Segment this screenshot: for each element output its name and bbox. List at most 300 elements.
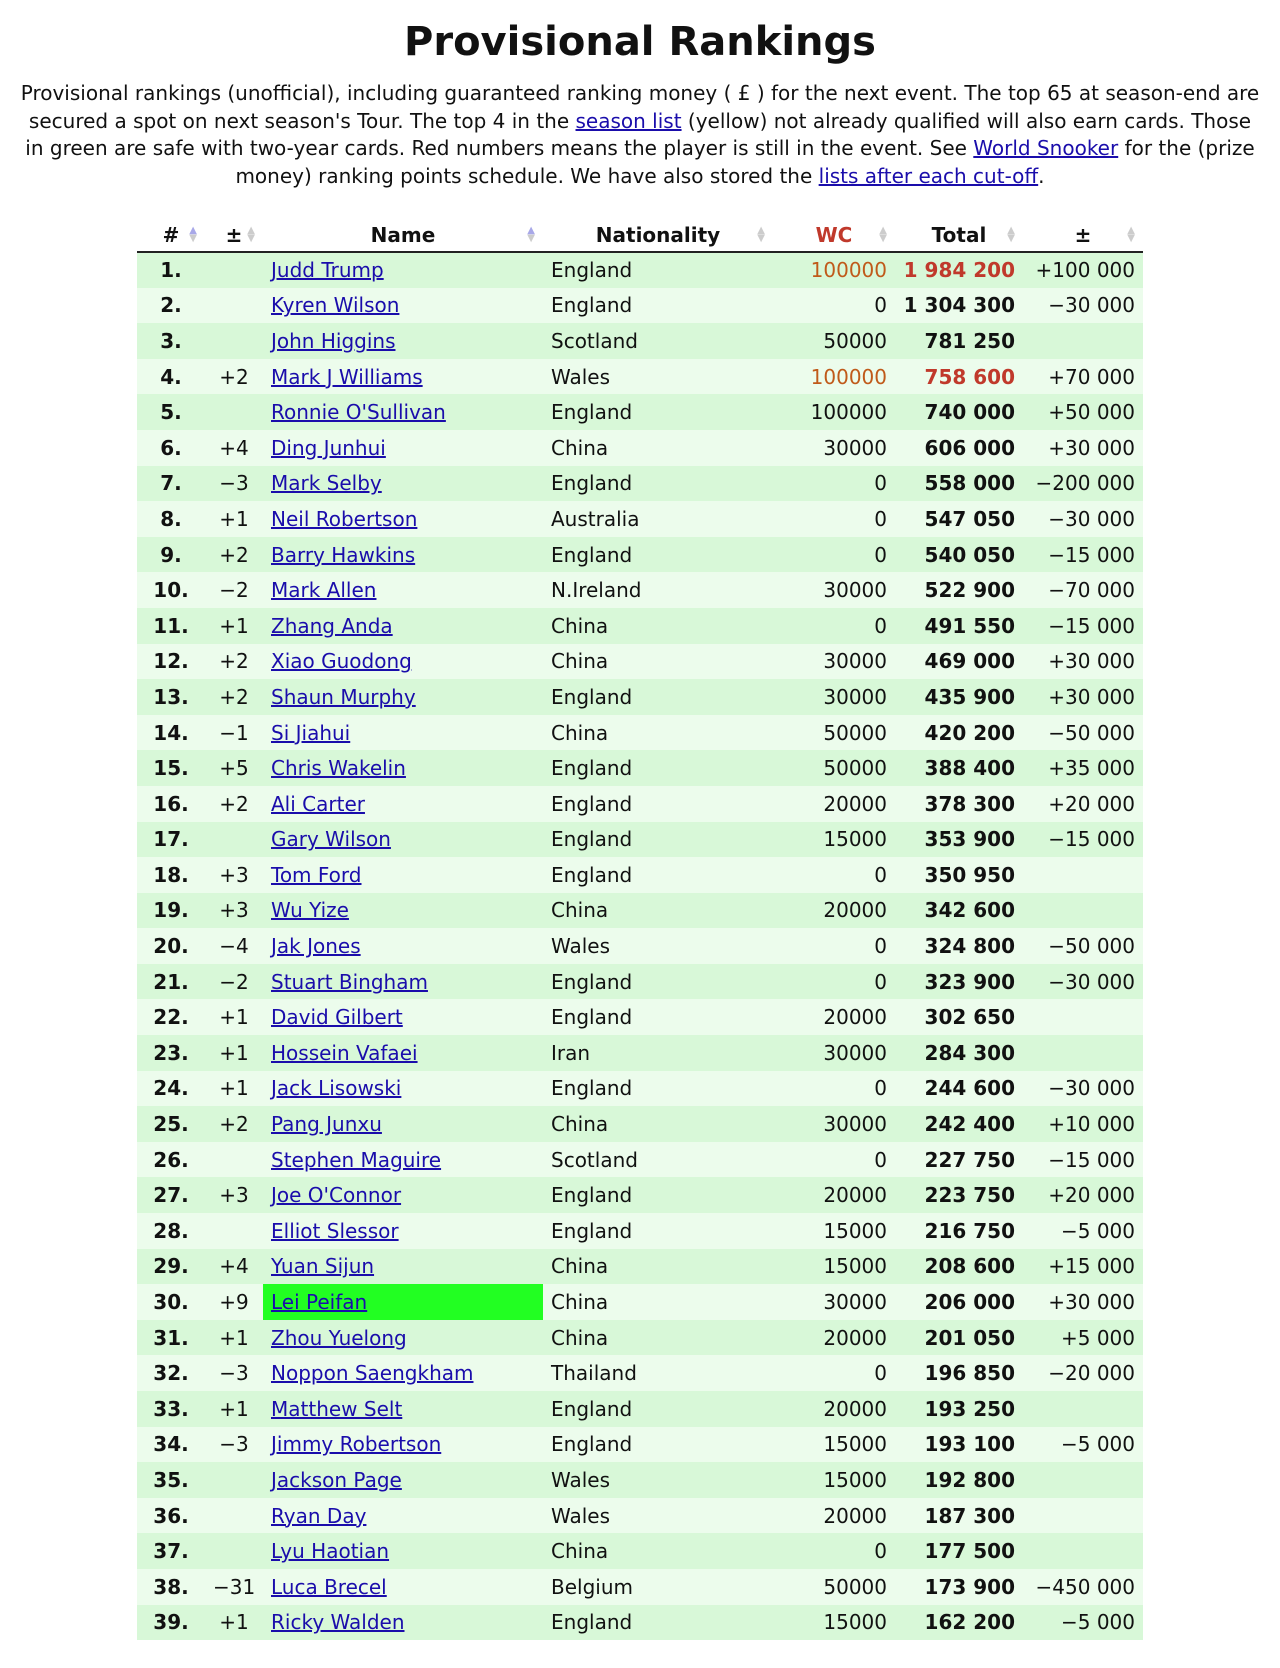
player-link[interactable]: Luca Brecel — [271, 1574, 387, 1599]
wc-cell: 15000 — [773, 1462, 895, 1498]
rank-cell: 13. — [137, 679, 205, 715]
player-link[interactable]: Stuart Bingham — [271, 969, 428, 994]
change-cell: +1 — [205, 501, 263, 537]
name-cell — [263, 394, 543, 430]
header-change-label: ± — [225, 222, 243, 247]
nationality-cell: England — [543, 288, 773, 324]
rank-cell: 39. — [137, 1605, 205, 1641]
player-link[interactable]: Ding Junhui — [271, 435, 386, 460]
total-cell: 284 300 — [895, 1035, 1023, 1071]
wc-cell: 30000 — [773, 644, 895, 680]
sort-arrows-icon: ▲ ▼ — [527, 225, 535, 244]
table-row — [137, 1391, 1143, 1427]
wc-cell: 100000 — [773, 394, 895, 430]
nationality-cell: Australia — [543, 501, 773, 537]
change-cell: +1 — [205, 1071, 263, 1107]
intro-text — [20, 80, 1260, 190]
delta-cell: +35 000 — [1023, 750, 1143, 786]
total-cell: 227 750 — [895, 1142, 1023, 1178]
name-cell — [263, 644, 543, 680]
delta-cell: −30 000 — [1023, 964, 1143, 1000]
change-cell — [205, 323, 263, 359]
sort-arrows-icon: ▲ ▼ — [757, 225, 765, 244]
change-cell: +4 — [205, 430, 263, 466]
header-rank-label: # — [162, 222, 180, 247]
player-link[interactable]: Mark J Williams — [271, 364, 423, 389]
total-cell: 192 800 — [895, 1462, 1023, 1498]
total-cell: 193 250 — [895, 1391, 1023, 1427]
delta-cell: −450 000 — [1023, 1569, 1143, 1605]
player-link[interactable]: Jackson Page — [271, 1467, 402, 1492]
table-row — [137, 715, 1143, 751]
total-cell: 420 200 — [895, 715, 1023, 751]
wc-cell: 20000 — [773, 1320, 895, 1356]
total-cell: 522 900 — [895, 572, 1023, 608]
table-row — [137, 822, 1143, 858]
wc-cell: 20000 — [773, 893, 895, 929]
player-link[interactable]: Ricky Walden — [271, 1610, 405, 1635]
rank-cell: 1. — [137, 252, 205, 288]
rank-cell: 29. — [137, 1249, 205, 1285]
delta-cell: +30 000 — [1023, 679, 1143, 715]
name-cell — [263, 715, 543, 751]
name-cell — [263, 857, 543, 893]
change-cell: +5 — [205, 750, 263, 786]
player-link[interactable]: Lei Peifan — [271, 1290, 368, 1315]
player-link[interactable]: John Higgins — [271, 328, 396, 353]
nationality-cell: China — [543, 1106, 773, 1142]
nationality-cell: China — [543, 608, 773, 644]
table-row — [137, 644, 1143, 680]
rank-cell: 21. — [137, 964, 205, 1000]
nationality-cell: Wales — [543, 928, 773, 964]
name-cell — [263, 1605, 543, 1641]
change-cell: +2 — [205, 786, 263, 822]
table-row — [137, 964, 1143, 1000]
delta-cell: +30 000 — [1023, 430, 1143, 466]
name-cell — [263, 1213, 543, 1249]
nationality-cell: England — [543, 679, 773, 715]
change-cell: −3 — [205, 1427, 263, 1463]
name-cell — [263, 1142, 543, 1178]
player-link[interactable]: Judd Trump — [271, 258, 384, 283]
wc-cell: 30000 — [773, 1284, 895, 1320]
nationality-cell: Scotland — [543, 1142, 773, 1178]
wc-cell: 0 — [773, 1071, 895, 1107]
nationality-cell: England — [543, 750, 773, 786]
player-link[interactable]: Yuan Sijun — [271, 1254, 375, 1279]
rank-cell: 10. — [137, 572, 205, 608]
delta-cell — [1023, 323, 1143, 359]
wc-cell: 15000 — [773, 1605, 895, 1641]
name-cell — [263, 1498, 543, 1534]
delta-cell: +15 000 — [1023, 1249, 1143, 1285]
table-row — [137, 1177, 1143, 1213]
player-link[interactable]: Chris Wakelin — [271, 756, 406, 781]
player-link[interactable]: Mark Allen — [271, 578, 377, 603]
change-cell: +2 — [205, 359, 263, 395]
nationality-cell: England — [543, 822, 773, 858]
table-row — [137, 394, 1143, 430]
page-title: Provisional Rankings — [404, 19, 876, 65]
delta-cell: −15 000 — [1023, 537, 1143, 573]
change-cell — [205, 252, 263, 288]
delta-cell: +30 000 — [1023, 1284, 1143, 1320]
rank-cell: 5. — [137, 394, 205, 430]
rank-cell: 18. — [137, 857, 205, 893]
rank-cell: 26. — [137, 1142, 205, 1178]
header-name[interactable] — [263, 218, 543, 252]
rank-cell: 20. — [137, 928, 205, 964]
name-cell — [263, 501, 543, 537]
wc-cell: 50000 — [773, 323, 895, 359]
wc-cell: 0 — [773, 537, 895, 573]
header-total[interactable] — [895, 218, 1023, 252]
change-cell: −1 — [205, 715, 263, 751]
name-cell — [263, 1355, 543, 1391]
change-cell: +1 — [205, 608, 263, 644]
wc-cell: 15000 — [773, 822, 895, 858]
table-row — [137, 608, 1143, 644]
rank-cell: 11. — [137, 608, 205, 644]
rank-cell: 35. — [137, 1462, 205, 1498]
name-cell — [263, 1177, 543, 1213]
name-cell — [263, 430, 543, 466]
rank-cell: 24. — [137, 1071, 205, 1107]
world-snooker-link[interactable]: World Snooker — [973, 136, 1119, 160]
header-wc[interactable] — [773, 218, 895, 252]
table-header-row — [137, 218, 1143, 252]
player-link[interactable]: Matthew Selt — [271, 1396, 403, 1421]
name-cell — [263, 1533, 543, 1569]
table-row — [137, 572, 1143, 608]
rank-cell: 33. — [137, 1391, 205, 1427]
rank-cell: 27. — [137, 1177, 205, 1213]
player-link[interactable]: Noppon Saengkham — [271, 1361, 474, 1386]
rank-cell: 15. — [137, 750, 205, 786]
change-cell: +3 — [205, 857, 263, 893]
change-cell: +9 — [205, 1284, 263, 1320]
delta-cell: +20 000 — [1023, 1177, 1143, 1213]
intro-text-3: for the (prize money) ranking points schedule. We have also stored the — [235, 136, 1255, 188]
table-row — [137, 252, 1143, 288]
table-row — [137, 1213, 1143, 1249]
name-cell — [263, 323, 543, 359]
wc-cell: 30000 — [773, 679, 895, 715]
table-row — [137, 501, 1143, 537]
table-row — [137, 786, 1143, 822]
rank-cell: 32. — [137, 1355, 205, 1391]
delta-cell: −15 000 — [1023, 608, 1143, 644]
change-cell: +4 — [205, 1249, 263, 1285]
total-cell: 173 900 — [895, 1569, 1023, 1605]
table-row — [137, 1320, 1143, 1356]
table-body — [137, 252, 1143, 1640]
rank-cell: 17. — [137, 822, 205, 858]
total-cell: 223 750 — [895, 1177, 1023, 1213]
name-cell — [263, 1249, 543, 1285]
rank-cell: 38. — [137, 1569, 205, 1605]
player-link[interactable]: Mark Selby — [271, 471, 382, 496]
header-delta[interactable] — [1023, 218, 1143, 252]
table-row — [137, 928, 1143, 964]
rank-cell: 31. — [137, 1320, 205, 1356]
change-cell: +1 — [205, 1391, 263, 1427]
table-row — [137, 1071, 1143, 1107]
rank-cell: 30. — [137, 1284, 205, 1320]
player-link[interactable]: Jak Jones — [271, 934, 361, 959]
nationality-cell: China — [543, 715, 773, 751]
nationality-cell: England — [543, 964, 773, 1000]
player-link[interactable]: Xiao Guodong — [271, 649, 412, 674]
delta-cell: −50 000 — [1023, 715, 1143, 751]
rank-cell: 3. — [137, 323, 205, 359]
total-cell: 302 650 — [895, 999, 1023, 1035]
nationality-cell: England — [543, 786, 773, 822]
name-cell — [263, 1071, 543, 1107]
player-link[interactable]: Wu Yize — [271, 898, 349, 923]
total-cell: 378 300 — [895, 786, 1023, 822]
change-cell — [205, 1213, 263, 1249]
player-link[interactable]: Lyu Haotian — [271, 1539, 390, 1564]
total-cell: 216 750 — [895, 1213, 1023, 1249]
delta-cell: −5 000 — [1023, 1427, 1143, 1463]
player-link[interactable]: Tom Ford — [271, 862, 362, 887]
wc-cell: 30000 — [773, 572, 895, 608]
player-link[interactable]: Si Jiahui — [271, 720, 351, 745]
intro-text-4: . — [1038, 163, 1045, 188]
total-cell: 196 850 — [895, 1355, 1023, 1391]
change-cell: +3 — [205, 893, 263, 929]
wc-cell: 30000 — [773, 1106, 895, 1142]
player-link[interactable]: Kyren Wilson — [271, 293, 400, 318]
table-row — [137, 1569, 1143, 1605]
change-cell: −3 — [205, 1355, 263, 1391]
nationality-cell: England — [543, 999, 773, 1035]
nationality-cell: Belgium — [543, 1569, 773, 1605]
table-row — [137, 857, 1143, 893]
rank-cell: 4. — [137, 359, 205, 395]
header-rank[interactable] — [137, 218, 205, 252]
total-cell: 606 000 — [895, 430, 1023, 466]
delta-cell: −200 000 — [1023, 466, 1143, 502]
delta-cell: +10 000 — [1023, 1106, 1143, 1142]
total-cell: 350 950 — [895, 857, 1023, 893]
intro-text-2: (yellow) not already qualified will also earn cards. Those in green are safe with two-year cards. Red numbers means the player is still in the event. See — [25, 108, 1252, 160]
cutoff-lists-link[interactable]: lists after each cut-off — [818, 163, 1039, 188]
table-row — [137, 288, 1143, 324]
table-row — [137, 1498, 1143, 1534]
nationality-cell: Wales — [543, 359, 773, 395]
rank-cell: 28. — [137, 1213, 205, 1249]
wc-cell: 30000 — [773, 430, 895, 466]
change-cell — [205, 288, 263, 324]
nationality-cell: N.Ireland — [543, 572, 773, 608]
nationality-cell: England — [543, 537, 773, 573]
total-cell: 388 400 — [895, 750, 1023, 786]
rank-cell: 37. — [137, 1533, 205, 1569]
sort-arrows-icon: ▲ ▼ — [1127, 225, 1135, 244]
header-nationality[interactable] — [543, 218, 773, 252]
delta-cell — [1023, 999, 1143, 1035]
player-link[interactable]: Ali Carter — [271, 791, 365, 816]
total-cell: 323 900 — [895, 964, 1023, 1000]
change-cell: +2 — [205, 644, 263, 680]
total-cell: 547 050 — [895, 501, 1023, 537]
wc-cell: 50000 — [773, 715, 895, 751]
name-cell — [263, 572, 543, 608]
delta-cell: −5 000 — [1023, 1213, 1143, 1249]
nationality-cell: England — [543, 1391, 773, 1427]
header-name-label: Name — [370, 222, 436, 247]
wc-cell: 20000 — [773, 786, 895, 822]
player-link[interactable]: Ronnie O'Sullivan — [271, 400, 446, 425]
player-link[interactable]: Shaun Murphy — [271, 684, 416, 709]
total-cell: 187 300 — [895, 1498, 1023, 1534]
sort-arrows-icon: ▲ ▼ — [247, 225, 255, 244]
total-cell: 206 000 — [895, 1284, 1023, 1320]
name-cell — [263, 964, 543, 1000]
delta-cell: −30 000 — [1023, 1071, 1143, 1107]
rank-cell: 16. — [137, 786, 205, 822]
header-nationality-label: Nationality — [595, 222, 721, 247]
wc-cell: 0 — [773, 288, 895, 324]
total-cell: 781 250 — [895, 323, 1023, 359]
change-cell — [205, 1533, 263, 1569]
player-link[interactable]: David Gilbert — [271, 1005, 403, 1030]
wc-cell: 0 — [773, 608, 895, 644]
nationality-cell: China — [543, 430, 773, 466]
wc-cell: 0 — [773, 501, 895, 537]
table-row — [137, 1106, 1143, 1142]
delta-cell: +5 000 — [1023, 1320, 1143, 1356]
nationality-cell: Thailand — [543, 1355, 773, 1391]
delta-cell — [1023, 1391, 1143, 1427]
table-row — [137, 430, 1143, 466]
table-row — [137, 1533, 1143, 1569]
player-link[interactable]: Pang Junxu — [271, 1112, 382, 1137]
name-cell — [263, 822, 543, 858]
change-cell: +1 — [205, 1035, 263, 1071]
name-cell — [263, 608, 543, 644]
rank-cell: 36. — [137, 1498, 205, 1534]
player-link[interactable]: Joe O'Connor — [271, 1183, 402, 1208]
rankings-table — [137, 218, 1143, 1640]
name-cell — [263, 537, 543, 573]
delta-cell: +100 000 — [1023, 252, 1143, 288]
nationality-cell: England — [543, 1605, 773, 1641]
delta-cell: +20 000 — [1023, 786, 1143, 822]
rank-cell: 34. — [137, 1427, 205, 1463]
rank-cell: 22. — [137, 999, 205, 1035]
change-cell: −2 — [205, 572, 263, 608]
wc-cell: 0 — [773, 964, 895, 1000]
delta-cell — [1023, 1533, 1143, 1569]
name-cell — [263, 786, 543, 822]
total-cell: 242 400 — [895, 1106, 1023, 1142]
delta-cell — [1023, 1498, 1143, 1534]
intro-text-1: Provisional rankings (unofficial), including guaranteed ranking money ( £ ) for the next event. The top 65 at season-end are secured a spot on next season's Tour. The top 4 in the — [20, 81, 1260, 133]
rank-cell: 19. — [137, 893, 205, 929]
player-link[interactable]: Ryan Day — [271, 1503, 367, 1528]
delta-cell — [1023, 1462, 1143, 1498]
delta-cell: −20 000 — [1023, 1355, 1143, 1391]
change-cell: +1 — [205, 1605, 263, 1641]
wc-cell: 0 — [773, 1355, 895, 1391]
delta-cell: −30 000 — [1023, 501, 1143, 537]
name-cell — [263, 1035, 543, 1071]
change-cell: +2 — [205, 1106, 263, 1142]
player-link[interactable]: Elliot Slessor — [271, 1218, 399, 1243]
name-cell — [263, 1569, 543, 1605]
player-link[interactable]: Stephen Maguire — [271, 1147, 442, 1172]
player-link[interactable]: Hossein Vafaei — [271, 1040, 418, 1065]
nationality-cell: China — [543, 1533, 773, 1569]
header-total-label: Total — [931, 222, 987, 247]
header-change[interactable] — [205, 218, 263, 252]
total-cell: 201 050 — [895, 1320, 1023, 1356]
wc-cell: 0 — [773, 928, 895, 964]
delta-cell: −50 000 — [1023, 928, 1143, 964]
name-cell — [263, 928, 543, 964]
nationality-cell: China — [543, 1249, 773, 1285]
rank-cell: 7. — [137, 466, 205, 502]
name-cell — [263, 750, 543, 786]
total-cell: 193 100 — [895, 1427, 1023, 1463]
name-cell — [263, 466, 543, 502]
rank-cell: 6. — [137, 430, 205, 466]
change-cell: −2 — [205, 964, 263, 1000]
name-cell — [263, 999, 543, 1035]
nationality-cell: Wales — [543, 1498, 773, 1534]
wc-cell: 0 — [773, 1142, 895, 1178]
table-row — [137, 1142, 1143, 1178]
name-cell — [263, 679, 543, 715]
player-link[interactable]: Jimmy Robertson — [271, 1432, 442, 1457]
total-cell: 540 050 — [895, 537, 1023, 573]
delta-cell: +70 000 — [1023, 359, 1143, 395]
wc-cell: 15000 — [773, 1249, 895, 1285]
table-row — [137, 750, 1143, 786]
table-row — [137, 1605, 1143, 1641]
wc-cell: 100000 — [773, 252, 895, 288]
change-cell: −31 — [205, 1569, 263, 1605]
nationality-cell: England — [543, 1071, 773, 1107]
table-row — [137, 999, 1143, 1035]
player-link[interactable]: Jack Lisowski — [271, 1076, 402, 1101]
change-cell: +2 — [205, 537, 263, 573]
delta-cell: +30 000 — [1023, 644, 1143, 680]
player-link[interactable]: Barry Hawkins — [271, 542, 416, 567]
sort-arrows-icon: ▲ ▼ — [1007, 225, 1015, 244]
player-link[interactable]: Gary Wilson — [271, 827, 391, 852]
name-cell — [263, 893, 543, 929]
nationality-cell: China — [543, 893, 773, 929]
total-cell: 353 900 — [895, 822, 1023, 858]
player-link[interactable]: Neil Robertson — [271, 506, 418, 531]
player-link[interactable]: Zhang Anda — [271, 613, 393, 638]
player-link[interactable]: Zhou Yuelong — [271, 1325, 407, 1350]
nationality-cell: England — [543, 857, 773, 893]
nationality-cell: China — [543, 1284, 773, 1320]
wc-cell: 20000 — [773, 1498, 895, 1534]
change-cell: −3 — [205, 466, 263, 502]
table-row — [137, 679, 1143, 715]
season-list-link[interactable]: season list — [575, 108, 682, 133]
table-row — [137, 1249, 1143, 1285]
nationality-cell: Wales — [543, 1462, 773, 1498]
header-wc-label: WC — [815, 222, 853, 247]
